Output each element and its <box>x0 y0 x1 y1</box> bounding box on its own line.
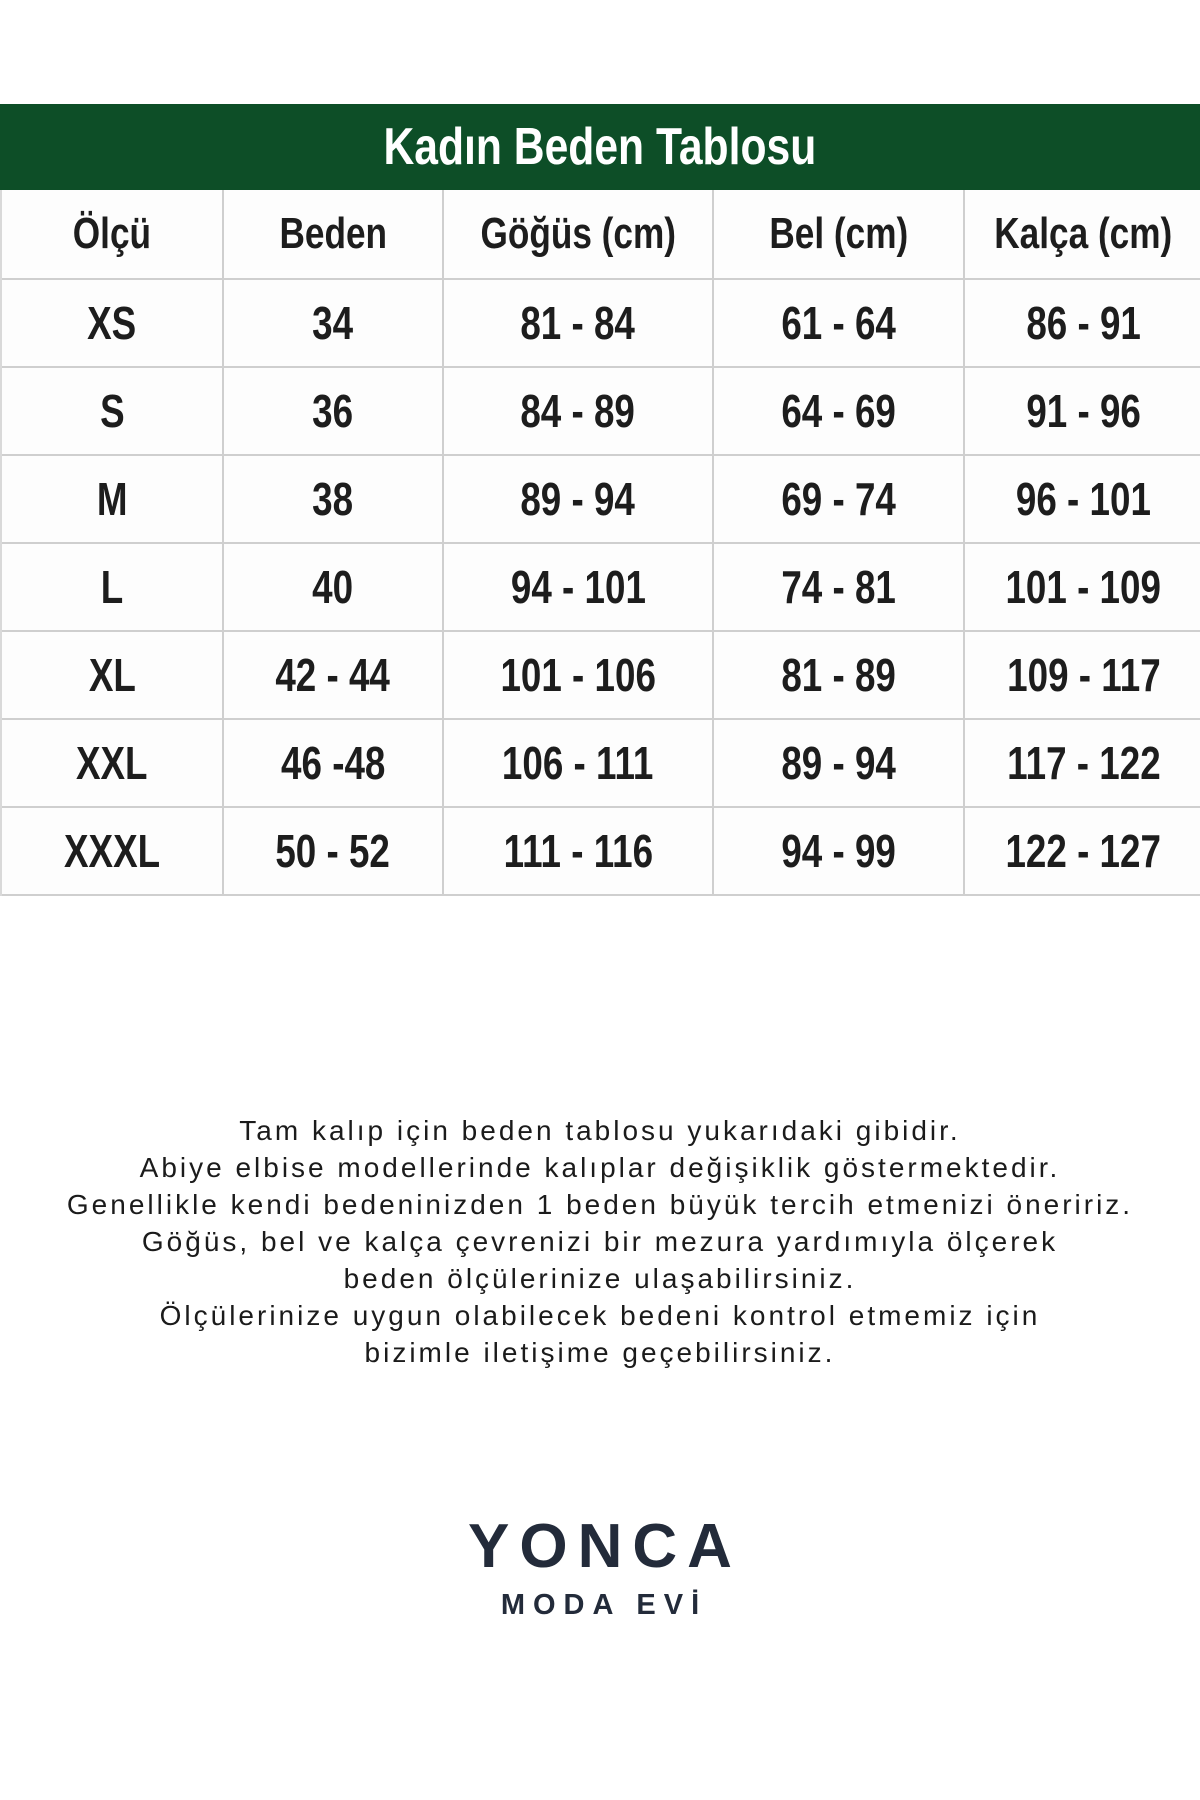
table-cell <box>714 544 965 632</box>
table-cell <box>965 280 1200 368</box>
table-cell <box>444 632 714 720</box>
table-cell <box>224 456 444 544</box>
cell-text: 94 - 101 <box>510 561 646 613</box>
table-cell <box>444 456 714 544</box>
table-cell <box>224 720 444 808</box>
cell-text: S <box>99 385 125 437</box>
note-line: beden ölçülerinize ulaşabilirsiniz. <box>343 1263 857 1294</box>
cell-text: 81 - 89 <box>781 649 896 701</box>
note-line: Abiye elbise modellerinde kalıplar değişiklik göstermektedir. <box>139 1152 1061 1183</box>
cell-text: 61 - 64 <box>781 297 896 349</box>
table-cell <box>965 808 1200 896</box>
cell-text: 86 - 91 <box>1026 297 1141 349</box>
size-label-cell <box>2 544 224 632</box>
cell-text: 42 - 44 <box>275 649 391 701</box>
column-header-label: Ölçü <box>72 209 152 258</box>
table-grid <box>0 190 1200 896</box>
note-line: Tam kalıp için beden tablosu yukarıdaki gibidir. <box>239 1115 961 1146</box>
cell-text: 84 - 89 <box>520 385 636 437</box>
size-note <box>0 1112 1200 1371</box>
cell-text: 91 - 96 <box>1026 385 1141 437</box>
cell-text: 36 <box>312 385 354 437</box>
size-label-cell <box>2 280 224 368</box>
note-line: bizimle iletişime geçebilirsiniz. <box>364 1337 836 1368</box>
table-cell <box>444 720 714 808</box>
table-cell <box>444 808 714 896</box>
size-label-cell <box>2 368 224 456</box>
column-header-label: Beden <box>279 209 387 258</box>
table-cell <box>965 632 1200 720</box>
note-line: Genellikle kendi bedeninizden 1 beden büyük tercih etmenizi öneririz. <box>66 1189 1134 1220</box>
cell-text: 34 <box>312 297 354 349</box>
table-cell <box>714 456 965 544</box>
cell-text: L <box>100 561 124 613</box>
column-header-kalca <box>965 190 1200 280</box>
size-label-cell <box>2 720 224 808</box>
table-cell <box>714 808 965 896</box>
table-title: Kadın Beden Tablosu <box>383 118 817 176</box>
column-header-label: Kalça (cm) <box>994 209 1173 258</box>
brand-name: YONCA <box>468 1512 742 1581</box>
cell-text: XXL <box>76 737 148 789</box>
table-cell <box>224 368 444 456</box>
cell-text: 46 -48 <box>280 737 386 789</box>
cell-text: 74 - 81 <box>781 561 896 613</box>
cell-text: 111 - 116 <box>503 825 653 877</box>
cell-text: 122 - 127 <box>1005 825 1162 877</box>
table-cell <box>444 368 714 456</box>
column-header-bel <box>714 190 965 280</box>
table-cell <box>714 368 965 456</box>
table-cell <box>224 808 444 896</box>
column-header-beden <box>224 190 444 280</box>
cell-text: XXXL <box>63 825 161 877</box>
table-cell <box>965 544 1200 632</box>
cell-text: 101 - 109 <box>1005 561 1162 613</box>
column-header-label: Göğüs (cm) <box>480 209 676 258</box>
cell-text: 89 - 94 <box>520 473 636 525</box>
cell-text: M <box>96 473 128 525</box>
cell-text: 101 - 106 <box>500 649 656 701</box>
table-cell <box>224 632 444 720</box>
cell-text: 38 <box>312 473 354 525</box>
table-cell <box>224 280 444 368</box>
table-cell <box>714 720 965 808</box>
size-table <box>0 104 1200 896</box>
size-label-cell <box>2 456 224 544</box>
table-cell <box>444 544 714 632</box>
note-line: Ölçülerinize uygun olabilecek bedeni kontrol etmemiz için <box>159 1300 1041 1331</box>
brand-logo <box>0 1514 1200 1620</box>
cell-text: 81 - 84 <box>520 297 636 349</box>
table-title-bar <box>0 104 1200 190</box>
cell-text: 109 - 117 <box>1006 649 1161 701</box>
column-header-olcu <box>2 190 224 280</box>
table-cell <box>965 720 1200 808</box>
table-cell <box>714 280 965 368</box>
table-cell <box>965 368 1200 456</box>
cell-text: 117 - 122 <box>1006 737 1161 789</box>
cell-text: XL <box>88 649 136 701</box>
table-cell <box>965 456 1200 544</box>
cell-text: 69 - 74 <box>781 473 896 525</box>
cell-text: 106 - 111 <box>502 737 654 789</box>
cell-text: 96 - 101 <box>1015 473 1152 525</box>
note-line: Göğüs, bel ve kalça çevrenizi bir mezura yardımıyla ölçerek <box>141 1226 1059 1257</box>
table-cell <box>224 544 444 632</box>
cell-text: XS <box>87 297 137 349</box>
cell-text: 89 - 94 <box>781 737 896 789</box>
table-cell <box>444 280 714 368</box>
cell-text: 40 <box>312 561 354 613</box>
size-label-cell <box>2 808 224 896</box>
cell-text: 64 - 69 <box>781 385 896 437</box>
column-header-label: Bel (cm) <box>769 209 908 258</box>
column-header-gogus <box>444 190 714 280</box>
cell-text: 94 - 99 <box>781 825 896 877</box>
brand-subtitle: MODA EVİ <box>500 1589 708 1621</box>
table-cell <box>714 632 965 720</box>
size-label-cell <box>2 632 224 720</box>
cell-text: 50 - 52 <box>275 825 391 877</box>
